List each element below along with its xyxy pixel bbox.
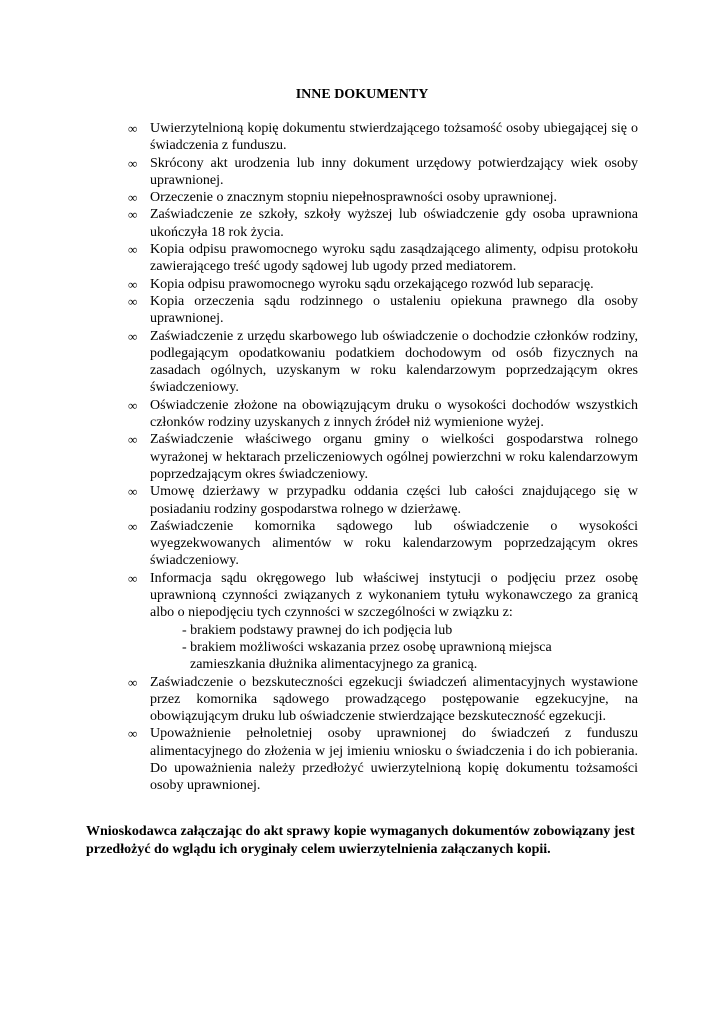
list-item-text: Oświadczenie złożone na obowiązującym druku o wysokości dochodów wszystkich członków rodziny uzyskanych z innych źródeł niż wymienione wyżej. (150, 397, 638, 431)
bullet-icon: ∞ (128, 518, 138, 534)
list-item-text: Zaświadczenie ze szkoły, szkoły wyższej lub oświadczenie gdy osoba uprawniona ukończyła 18 rok życia. (150, 207, 638, 240)
list-item-text: Zaświadczenie o bezskuteczności egzekucji świadczeń alimentacyjnych wystawione przez komornika sądowego prowadzącego postępowanie egzekucyjne, na obowiązującym druku lub oświadczenie stwierdzające bezskuteczność egzekucji. (150, 674, 638, 725)
list-item (130, 120, 638, 155)
list-item (130, 206, 638, 241)
list-item (130, 276, 638, 293)
list-item-text: Zaświadczenie właściwego organu gminy o wielkości gospodarstwa rolnego wyrażonej w hektarach przeliczeniowych ogólnej powierzchni w roku kalendarzowym poprzedzającym okres świadczeniowy. (150, 432, 638, 482)
bullet-icon: ∞ (128, 242, 138, 258)
list-item (130, 241, 638, 276)
bullet-icon: ∞ (128, 570, 138, 586)
sub-list (150, 622, 638, 674)
list-item-text: Zaświadczenie z urzędu skarbowego lub oświadczenie o dochodzie członków rodziny, podlegającym opodatkowaniu podatkiem dochodowym od osób fizycznych na zasadach ogólnych, uzyskanym w roku kalendarzowym poprzedzającym okres świadczeniowy. (150, 328, 638, 396)
list-item-text: Orzeczenie o znacznym stopniu niepełnosprawności osoby uprawnionej. (150, 190, 558, 206)
bullet-icon: ∞ (128, 726, 138, 742)
list-item-text: Kopia orzeczenia sądu rodzinnego o ustaleniu opiekuna prawnego dla osoby uprawnionej. (150, 293, 638, 327)
bullet-icon: ∞ (128, 190, 138, 206)
sub-list-item: zamieszkania dłużnika alimentacyjnego za granicą. (190, 657, 478, 673)
list-item (130, 155, 638, 190)
list-item (130, 674, 638, 726)
list-item (130, 293, 638, 328)
bullet-icon: ∞ (128, 674, 138, 690)
list-item (130, 570, 638, 674)
list-item-text: Upoważnienie pełnoletniej osoby uprawnionej do świadczeń z funduszu alimentacyjnego do złożenia w jej imieniu wniosku o świadczenia i do ich pobierania. Do upoważnienia należy przedłożyć uwierzytelnioną kopię dokumentu tożsamości osoby uprawnionej. (150, 726, 638, 794)
bullet-icon: ∞ (128, 328, 138, 344)
list-item (130, 431, 638, 483)
list-item-text: Kopia odpisu prawomocnego wyroku sądu zasądzającego alimenty, odpisu protokołu zawierającego treść ugody sądowej lub ugody przed mediatorem. (150, 242, 638, 275)
bullet-icon: ∞ (128, 293, 138, 309)
bullet-icon: ∞ (128, 207, 138, 223)
bullet-icon: ∞ (128, 484, 138, 500)
list-item-text: Informacja sądu okręgowego lub właściwej instytucji o podjęciu przez osobę uprawnioną czynności związanych z wykonaniem tytułu wykonawczego za granicą albo o niepodjęciu tych czynności w szczególności w związku z: (150, 570, 638, 621)
sub-list-item: - brakiem podstawy prawnej do ich podjęcia lub (182, 622, 453, 638)
list-item-text: Uwierzytelnioną kopię dokumentu stwierdzającego tożsamość osoby ubiegającej się o świadczenia z funduszu. (150, 121, 638, 154)
list-item-text: Zaświadczenie komornika sądowego lub oświadczenie o wysokości wyegzekwowanych alimentów w roku kalendarzowym poprzedzającym okres świadczeniowy. (150, 518, 638, 569)
bullet-icon: ∞ (128, 276, 138, 292)
list-item-text: Skrócony akt urodzenia lub inny dokument urzędowy potwierdzający wiek osoby uprawnionej. (150, 155, 638, 188)
list-item (130, 518, 638, 570)
list-item (130, 328, 638, 397)
list-item (130, 397, 638, 432)
sub-list-item: - brakiem możliwości wskazania przez osobę uprawnioną miejsca (182, 639, 552, 655)
bullet-icon: ∞ (128, 432, 138, 448)
list-item (130, 189, 638, 206)
bullet-icon: ∞ (128, 121, 138, 136)
document-list (130, 120, 638, 795)
page-title: INNE DOKUMENTY (295, 87, 429, 102)
list-item (130, 725, 638, 794)
list-item-text: Umowę dzierżawy w przypadku oddania części lub całości znajdującego się w posiadaniu rodziny gospodarstwa rolnego w dzierżawę. (150, 484, 638, 517)
bullet-icon: ∞ (128, 397, 138, 413)
bullet-icon: ∞ (128, 155, 138, 171)
closing-note: Wnioskodawca załączając do akt sprawy kopie wymaganych dokumentów zobowiązany jest przedłożyć do wglądu ich oryginały celem uwierzytelnienia załączanych kopii. (86, 824, 635, 857)
list-item (130, 483, 638, 518)
list-item-text: Kopia odpisu prawomocnego wyroku sądu orzekającego rozwód lub separację. (150, 276, 594, 292)
